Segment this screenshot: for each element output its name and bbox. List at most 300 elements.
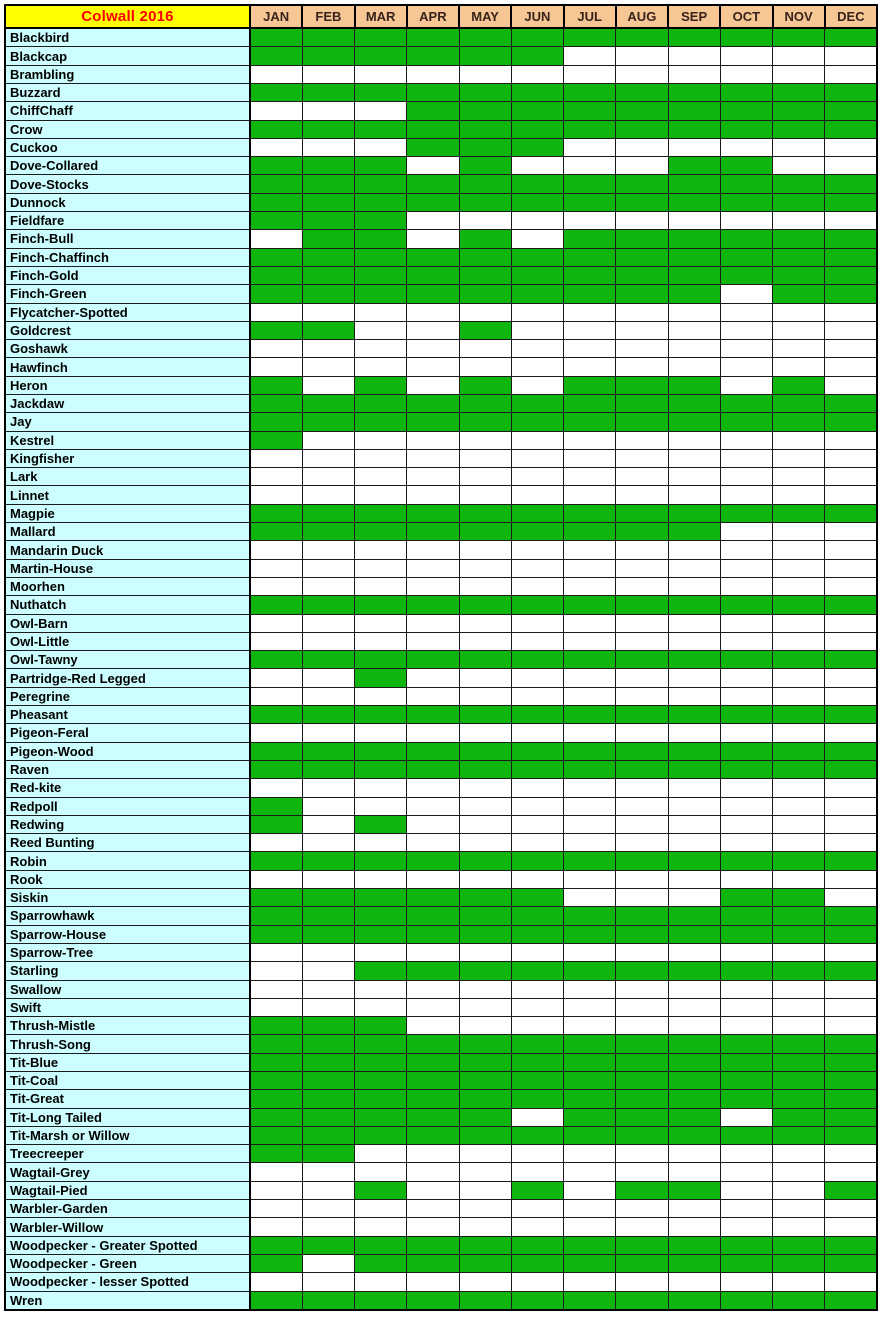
month-cell-jun xyxy=(511,1273,563,1291)
table-row xyxy=(5,925,877,943)
month-cell-aug xyxy=(616,1273,668,1291)
month-cell-apr xyxy=(407,486,459,504)
month-cell-aug xyxy=(616,1181,668,1199)
table-row xyxy=(5,212,877,230)
month-cell-aug xyxy=(616,212,668,230)
month-cell-feb xyxy=(302,321,354,339)
month-cell-nov xyxy=(773,651,825,669)
month-cell-nov xyxy=(773,1035,825,1053)
month-cell-may xyxy=(459,157,511,175)
month-cell-apr xyxy=(407,157,459,175)
month-cell-may xyxy=(459,376,511,394)
month-cell-jun xyxy=(511,669,563,687)
month-cell-mar xyxy=(355,1017,407,1035)
month-cell-oct xyxy=(720,65,772,83)
table-row xyxy=(5,1035,877,1053)
month-cell-apr xyxy=(407,541,459,559)
month-cell-dec xyxy=(825,1273,877,1291)
month-cell-jan xyxy=(250,1218,302,1236)
month-cell-sep xyxy=(668,102,720,120)
month-cell-apr xyxy=(407,962,459,980)
month-cell-nov xyxy=(773,1071,825,1089)
month-cell-dec xyxy=(825,376,877,394)
month-cell-aug xyxy=(616,65,668,83)
month-header-jan: JAN xyxy=(250,5,302,28)
month-cell-apr xyxy=(407,870,459,888)
month-cell-mar xyxy=(355,760,407,778)
month-cell-dec xyxy=(825,651,877,669)
month-cell-jul xyxy=(564,47,616,65)
month-cell-jul xyxy=(564,285,616,303)
month-cell-sep xyxy=(668,413,720,431)
month-cell-aug xyxy=(616,687,668,705)
month-cell-sep xyxy=(668,285,720,303)
month-cell-aug xyxy=(616,1163,668,1181)
month-cell-may xyxy=(459,1181,511,1199)
table-row xyxy=(5,614,877,632)
month-cell-sep xyxy=(668,925,720,943)
month-cell-mar xyxy=(355,870,407,888)
month-cell-jul xyxy=(564,815,616,833)
month-cell-feb xyxy=(302,340,354,358)
month-cell-feb xyxy=(302,724,354,742)
table-row xyxy=(5,577,877,595)
month-cell-may xyxy=(459,651,511,669)
month-cell-jul xyxy=(564,1017,616,1035)
month-cell-apr xyxy=(407,28,459,47)
month-cell-may xyxy=(459,925,511,943)
month-cell-feb xyxy=(302,925,354,943)
month-cell-mar xyxy=(355,1291,407,1310)
month-cell-jul xyxy=(564,212,616,230)
month-cell-feb xyxy=(302,815,354,833)
month-cell-sep xyxy=(668,889,720,907)
table-row xyxy=(5,834,877,852)
month-cell-jul xyxy=(564,669,616,687)
table-row xyxy=(5,742,877,760)
month-cell-aug xyxy=(616,998,668,1016)
table-title: Colwall 2016 xyxy=(5,5,250,28)
month-cell-jul xyxy=(564,559,616,577)
month-cell-jun xyxy=(511,431,563,449)
month-cell-jun xyxy=(511,157,563,175)
month-cell-nov xyxy=(773,1254,825,1272)
month-cell-dec xyxy=(825,28,877,47)
month-cell-may xyxy=(459,760,511,778)
month-cell-feb xyxy=(302,998,354,1016)
month-cell-mar xyxy=(355,65,407,83)
table-row xyxy=(5,449,877,467)
species-name-cell: Warbler-Willow xyxy=(5,1218,250,1236)
month-cell-jan xyxy=(250,742,302,760)
month-cell-may xyxy=(459,779,511,797)
month-cell-jan xyxy=(250,157,302,175)
month-cell-oct xyxy=(720,468,772,486)
month-cell-mar xyxy=(355,486,407,504)
table-row xyxy=(5,889,877,907)
month-cell-jan xyxy=(250,779,302,797)
month-cell-feb xyxy=(302,907,354,925)
month-cell-may xyxy=(459,1200,511,1218)
month-cell-jan xyxy=(250,889,302,907)
month-cell-feb xyxy=(302,431,354,449)
month-cell-jul xyxy=(564,742,616,760)
table-row xyxy=(5,413,877,431)
month-cell-oct xyxy=(720,1163,772,1181)
month-cell-may xyxy=(459,815,511,833)
month-cell-dec xyxy=(825,1163,877,1181)
month-cell-jul xyxy=(564,431,616,449)
month-cell-feb xyxy=(302,669,354,687)
month-cell-mar xyxy=(355,266,407,284)
month-cell-nov xyxy=(773,1200,825,1218)
month-cell-jul xyxy=(564,596,616,614)
month-cell-dec xyxy=(825,468,877,486)
month-cell-dec xyxy=(825,486,877,504)
month-cell-jun xyxy=(511,1236,563,1254)
month-cell-oct xyxy=(720,577,772,595)
month-cell-jun xyxy=(511,1145,563,1163)
month-cell-apr xyxy=(407,431,459,449)
month-cell-oct xyxy=(720,230,772,248)
month-cell-jan xyxy=(250,102,302,120)
table-row xyxy=(5,632,877,650)
table-row xyxy=(5,852,877,870)
month-cell-may xyxy=(459,285,511,303)
table-row xyxy=(5,230,877,248)
month-cell-sep xyxy=(668,1218,720,1236)
month-cell-mar xyxy=(355,1108,407,1126)
month-cell-jun xyxy=(511,943,563,961)
month-cell-apr xyxy=(407,523,459,541)
month-cell-jun xyxy=(511,212,563,230)
table-row xyxy=(5,1053,877,1071)
month-cell-jul xyxy=(564,266,616,284)
table-row xyxy=(5,28,877,47)
month-cell-may xyxy=(459,395,511,413)
table-row xyxy=(5,1218,877,1236)
month-cell-aug xyxy=(616,230,668,248)
month-cell-apr xyxy=(407,47,459,65)
month-cell-jun xyxy=(511,65,563,83)
month-cell-mar xyxy=(355,724,407,742)
month-cell-aug xyxy=(616,303,668,321)
month-cell-apr xyxy=(407,175,459,193)
month-cell-mar xyxy=(355,102,407,120)
species-name-cell: Heron xyxy=(5,376,250,394)
month-cell-oct xyxy=(720,980,772,998)
month-cell-oct xyxy=(720,907,772,925)
month-cell-feb xyxy=(302,1236,354,1254)
month-cell-mar xyxy=(355,120,407,138)
month-cell-aug xyxy=(616,852,668,870)
species-name-cell: Owl-Barn xyxy=(5,614,250,632)
month-cell-oct xyxy=(720,852,772,870)
month-cell-jan xyxy=(250,266,302,284)
month-cell-jun xyxy=(511,815,563,833)
month-cell-sep xyxy=(668,870,720,888)
month-cell-aug xyxy=(616,248,668,266)
species-name-cell: Woodpecker - Greater Spotted xyxy=(5,1236,250,1254)
month-cell-feb xyxy=(302,943,354,961)
month-cell-jul xyxy=(564,468,616,486)
month-cell-may xyxy=(459,577,511,595)
month-cell-sep xyxy=(668,614,720,632)
month-cell-jul xyxy=(564,1254,616,1272)
month-cell-sep xyxy=(668,1163,720,1181)
month-cell-oct xyxy=(720,1200,772,1218)
month-cell-aug xyxy=(616,1254,668,1272)
month-cell-dec xyxy=(825,779,877,797)
month-cell-feb xyxy=(302,980,354,998)
month-cell-nov xyxy=(773,797,825,815)
month-cell-dec xyxy=(825,870,877,888)
month-cell-jun xyxy=(511,889,563,907)
month-cell-may xyxy=(459,102,511,120)
species-name-cell: Magpie xyxy=(5,504,250,522)
species-name-cell: Linnet xyxy=(5,486,250,504)
month-cell-jun xyxy=(511,1126,563,1144)
month-cell-nov xyxy=(773,706,825,724)
month-cell-may xyxy=(459,1163,511,1181)
month-cell-mar xyxy=(355,559,407,577)
species-name-cell: Pigeon-Feral xyxy=(5,724,250,742)
month-cell-nov xyxy=(773,779,825,797)
month-cell-apr xyxy=(407,340,459,358)
month-cell-mar xyxy=(355,1200,407,1218)
species-name-cell: Nuthatch xyxy=(5,596,250,614)
month-cell-jan xyxy=(250,28,302,47)
month-cell-may xyxy=(459,248,511,266)
month-cell-oct xyxy=(720,962,772,980)
month-cell-may xyxy=(459,212,511,230)
species-name-cell: Kestrel xyxy=(5,431,250,449)
month-cell-may xyxy=(459,1108,511,1126)
month-cell-sep xyxy=(668,230,720,248)
month-cell-mar xyxy=(355,212,407,230)
month-cell-jun xyxy=(511,449,563,467)
month-cell-dec xyxy=(825,175,877,193)
month-cell-jan xyxy=(250,1254,302,1272)
month-cell-mar xyxy=(355,577,407,595)
month-cell-nov xyxy=(773,870,825,888)
species-name-cell: Siskin xyxy=(5,889,250,907)
month-cell-sep xyxy=(668,577,720,595)
month-cell-jun xyxy=(511,1163,563,1181)
month-cell-apr xyxy=(407,504,459,522)
month-cell-oct xyxy=(720,925,772,943)
month-cell-nov xyxy=(773,852,825,870)
month-cell-feb xyxy=(302,120,354,138)
month-cell-sep xyxy=(668,358,720,376)
month-cell-nov xyxy=(773,28,825,47)
month-cell-oct xyxy=(720,504,772,522)
month-cell-oct xyxy=(720,632,772,650)
table-row xyxy=(5,815,877,833)
month-cell-aug xyxy=(616,28,668,47)
month-cell-sep xyxy=(668,431,720,449)
species-name-cell: Sparrowhawk xyxy=(5,907,250,925)
month-cell-feb xyxy=(302,1053,354,1071)
month-cell-jun xyxy=(511,925,563,943)
month-cell-jan xyxy=(250,559,302,577)
month-cell-dec xyxy=(825,321,877,339)
species-name-cell: Blackcap xyxy=(5,47,250,65)
month-cell-nov xyxy=(773,1181,825,1199)
month-cell-jul xyxy=(564,28,616,47)
month-cell-jan xyxy=(250,175,302,193)
month-cell-may xyxy=(459,340,511,358)
species-name-cell: Partridge-Red Legged xyxy=(5,669,250,687)
month-cell-dec xyxy=(825,577,877,595)
month-cell-sep xyxy=(668,83,720,101)
month-cell-dec xyxy=(825,1145,877,1163)
month-cell-apr xyxy=(407,1236,459,1254)
table-row xyxy=(5,669,877,687)
month-cell-aug xyxy=(616,962,668,980)
month-cell-nov xyxy=(773,395,825,413)
species-name-cell: Sparrow-House xyxy=(5,925,250,943)
month-cell-dec xyxy=(825,1200,877,1218)
month-cell-feb xyxy=(302,1273,354,1291)
month-cell-jan xyxy=(250,852,302,870)
month-cell-may xyxy=(459,889,511,907)
month-cell-sep xyxy=(668,1126,720,1144)
month-cell-nov xyxy=(773,212,825,230)
month-cell-feb xyxy=(302,1035,354,1053)
month-cell-aug xyxy=(616,523,668,541)
month-cell-dec xyxy=(825,1053,877,1071)
species-name-cell: Lark xyxy=(5,468,250,486)
species-name-cell: Blackbird xyxy=(5,28,250,47)
month-cell-feb xyxy=(302,413,354,431)
month-cell-jul xyxy=(564,1145,616,1163)
month-cell-sep xyxy=(668,596,720,614)
month-cell-jan xyxy=(250,1017,302,1035)
species-name-cell: Wren xyxy=(5,1291,250,1310)
month-cell-may xyxy=(459,559,511,577)
month-cell-jan xyxy=(250,395,302,413)
table-row xyxy=(5,1181,877,1199)
month-cell-oct xyxy=(720,596,772,614)
month-cell-oct xyxy=(720,358,772,376)
month-cell-feb xyxy=(302,248,354,266)
month-cell-oct xyxy=(720,724,772,742)
month-cell-dec xyxy=(825,632,877,650)
month-cell-dec xyxy=(825,1254,877,1272)
month-cell-jan xyxy=(250,962,302,980)
month-cell-nov xyxy=(773,230,825,248)
table-row xyxy=(5,870,877,888)
month-cell-nov xyxy=(773,1053,825,1071)
month-cell-mar xyxy=(355,230,407,248)
month-cell-aug xyxy=(616,83,668,101)
month-cell-jun xyxy=(511,120,563,138)
month-cell-dec xyxy=(825,395,877,413)
month-cell-may xyxy=(459,1090,511,1108)
bird-sightings-grid xyxy=(4,4,878,1311)
table-row xyxy=(5,962,877,980)
table-row xyxy=(5,303,877,321)
month-cell-apr xyxy=(407,395,459,413)
month-cell-sep xyxy=(668,797,720,815)
month-cell-jan xyxy=(250,65,302,83)
table-row xyxy=(5,943,877,961)
table-row xyxy=(5,358,877,376)
month-cell-apr xyxy=(407,449,459,467)
month-cell-nov xyxy=(773,1273,825,1291)
month-cell-aug xyxy=(616,175,668,193)
month-cell-may xyxy=(459,230,511,248)
month-cell-mar xyxy=(355,706,407,724)
month-cell-aug xyxy=(616,541,668,559)
species-name-cell: Warbler-Garden xyxy=(5,1200,250,1218)
month-cell-sep xyxy=(668,907,720,925)
table-row xyxy=(5,65,877,83)
month-cell-jun xyxy=(511,559,563,577)
month-cell-oct xyxy=(720,1291,772,1310)
table-row xyxy=(5,724,877,742)
table-row xyxy=(5,596,877,614)
month-cell-may xyxy=(459,687,511,705)
month-cell-sep xyxy=(668,834,720,852)
month-cell-jul xyxy=(564,138,616,156)
month-cell-mar xyxy=(355,303,407,321)
month-cell-apr xyxy=(407,1145,459,1163)
month-cell-may xyxy=(459,797,511,815)
month-cell-jun xyxy=(511,907,563,925)
month-cell-aug xyxy=(616,834,668,852)
month-cell-nov xyxy=(773,468,825,486)
month-cell-jan xyxy=(250,1145,302,1163)
month-cell-feb xyxy=(302,376,354,394)
month-cell-jul xyxy=(564,1200,616,1218)
month-cell-sep xyxy=(668,1273,720,1291)
month-cell-mar xyxy=(355,779,407,797)
month-cell-dec xyxy=(825,102,877,120)
month-cell-dec xyxy=(825,120,877,138)
month-cell-nov xyxy=(773,1090,825,1108)
month-cell-feb xyxy=(302,193,354,211)
month-cell-jan xyxy=(250,907,302,925)
species-name-cell: Mandarin Duck xyxy=(5,541,250,559)
table-row xyxy=(5,340,877,358)
month-cell-oct xyxy=(720,102,772,120)
month-cell-jan xyxy=(250,303,302,321)
month-cell-jan xyxy=(250,523,302,541)
month-cell-feb xyxy=(302,1126,354,1144)
month-cell-jul xyxy=(564,1108,616,1126)
month-cell-nov xyxy=(773,340,825,358)
month-cell-jun xyxy=(511,596,563,614)
month-cell-jun xyxy=(511,1200,563,1218)
month-cell-aug xyxy=(616,1035,668,1053)
month-cell-oct xyxy=(720,1017,772,1035)
table-row xyxy=(5,468,877,486)
month-cell-jun xyxy=(511,687,563,705)
month-cell-nov xyxy=(773,157,825,175)
month-cell-aug xyxy=(616,193,668,211)
species-name-cell: Tit-Coal xyxy=(5,1071,250,1089)
month-cell-oct xyxy=(720,486,772,504)
month-cell-may xyxy=(459,1273,511,1291)
month-cell-jul xyxy=(564,632,616,650)
month-cell-jun xyxy=(511,779,563,797)
month-cell-may xyxy=(459,1053,511,1071)
month-cell-mar xyxy=(355,1218,407,1236)
month-cell-jun xyxy=(511,1218,563,1236)
month-cell-sep xyxy=(668,376,720,394)
